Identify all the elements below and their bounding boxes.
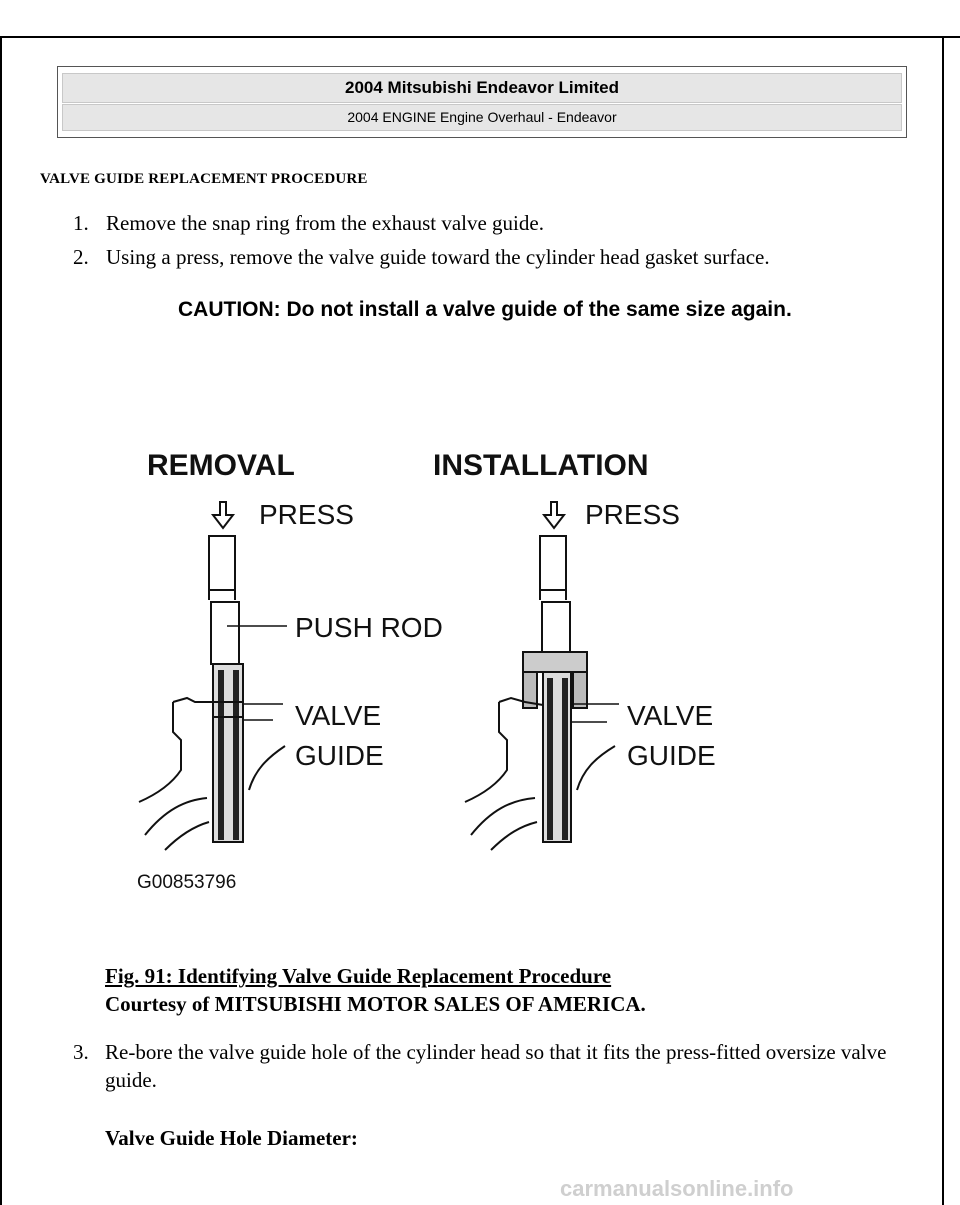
figure-code: G00853796 [137, 872, 237, 893]
step-text: Remove the snap ring from the exhaust valve guide. [106, 211, 544, 235]
figure-caption [105, 962, 646, 1018]
section-title: VALVE GUIDE REPLACEMENT PROCEDURE [40, 171, 368, 187]
caution-note: CAUTION: Do not install a valve guide of the same size again. [178, 298, 792, 321]
guide-label-removal: GUIDE [295, 740, 384, 771]
press-arrow-icon [213, 502, 233, 528]
step-number: 1. [73, 211, 89, 235]
push-rod-label: PUSH ROD [295, 612, 443, 643]
valve-guide-illustration [125, 440, 735, 900]
page-frame-top [0, 36, 960, 38]
step-number: 2. [73, 245, 89, 269]
page-frame-right [942, 36, 944, 1205]
valve-label-installation: VALVE [627, 700, 714, 731]
removal-title: REMOVAL [147, 449, 295, 482]
press-label-installation: PRESS [585, 499, 680, 530]
step-text: Re-bore the valve guide hole of the cylinder head so that it fits the press-fitted oversize valve guide. [105, 1040, 887, 1092]
figure-caption-title: Fig. 91: Identifying Valve Guide Replacement Procedure [105, 964, 612, 988]
valve-label-removal: VALVE [295, 700, 382, 731]
page-frame-left [0, 36, 2, 1205]
figure-courtesy: Courtesy of MITSUBISHI MOTOR SALES OF AMERICA. [105, 992, 646, 1016]
press-arrow-icon [544, 502, 564, 528]
watermark: carmanualsonline.info [560, 1176, 794, 1201]
document-header [57, 66, 907, 138]
guide-label-installation: GUIDE [627, 740, 716, 771]
press-label-removal: PRESS [259, 499, 354, 530]
vehicle-title: 2004 Mitsubishi Endeavor Limited [62, 73, 902, 103]
step-number: 3. [73, 1040, 89, 1064]
spec-label: Valve Guide Hole Diameter: [105, 1126, 358, 1150]
step-text: Using a press, remove the valve guide toward the cylinder head gasket surface. [106, 245, 770, 269]
installation-title: INSTALLATION [433, 449, 649, 482]
section-subtitle: 2004 ENGINE Engine Overhaul - Endeavor [62, 104, 902, 131]
